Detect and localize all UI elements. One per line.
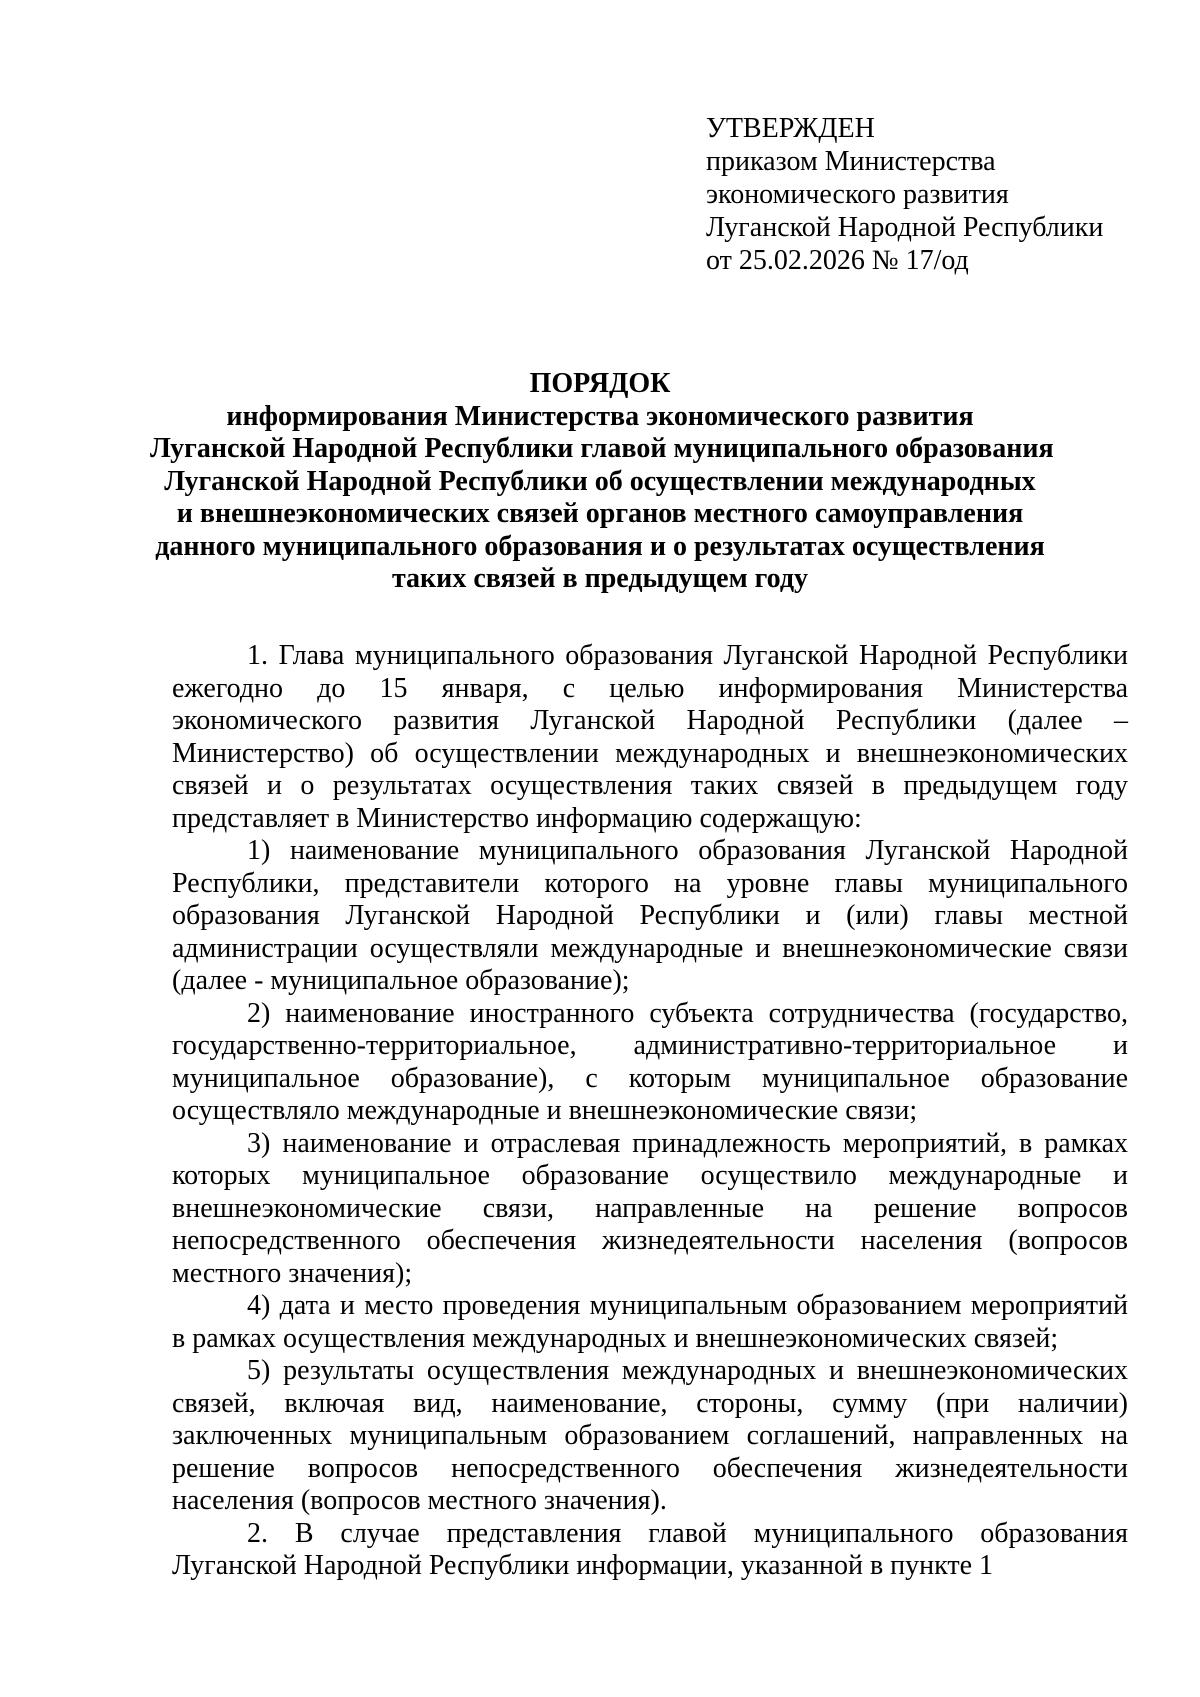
title-line: таких связей в предыдущем году xyxy=(391,563,809,594)
paragraph-1: 1. Глава муниципального образования Луганской Народной Республики ежегодно до 15 января, с целью информирования Министерства экономического развития Луганской Народной Республики (далее – Министерство) об осуществлении международных и внешнеэкономических связей и о результатах осуществления таких связей в предыдущем году представляет в Министерство информацию содержащую: xyxy=(172,640,1128,834)
document-title xyxy=(150,368,1054,596)
approval-line: экономического развития xyxy=(706,179,1009,210)
approval-line: Луганской Народной Республики xyxy=(706,212,1104,243)
list-item-4: 4) дата и место проведения муниципальным образованием мероприятий в рамках осуществления международных и внешнеэкономических связей; xyxy=(172,1290,1128,1354)
document-body xyxy=(172,640,1128,1583)
title-line: данного муниципального образования и о результатах осуществления xyxy=(155,530,1045,562)
title-line: Луганской Народной Республики главой муниципального образования xyxy=(150,433,1054,464)
paragraph-2: 2. В случае представления главой муниципального образования Луганской Народной Республики информации, указанной в пункте 1 xyxy=(172,1517,1128,1581)
title-line: Луганской Народной Республики об осуществлении международных xyxy=(164,465,1036,497)
list-item-3: 3) наименование и отраслевая принадлежность мероприятий, в рамках которых муниципальное образование осуществило международные и внешнеэкономические связи, направленные на решение вопросов непосредственного обеспечения жизнедеятельности населения (вопросов местного значения); xyxy=(172,1127,1128,1289)
approval-stamp-block xyxy=(706,112,1176,277)
document-heading: ПОРЯДОК xyxy=(529,368,671,399)
title-line: информирования Министерства экономического развития xyxy=(226,400,974,432)
list-item-5: 5) результаты осуществления международных и внешнеэкономических связей, включая вид, наименование, стороны, сумму (при наличии) заключенных муниципальным образованием соглашений, направленных на решение вопросов непосредственного обеспечения жизнедеятельности населения (вопросов местного значения). xyxy=(172,1355,1128,1516)
list-item-1: 1) наименование муниципального образования Луганской Народной Республики, представители которого на уровне главы муниципального образования Луганской Народной Республики и (или) главы местной администрации осуществляли международные и внешнеэкономические связи (далее - муниципальное образование); xyxy=(172,835,1128,996)
approval-line: УТВЕРЖДЕН xyxy=(706,113,875,144)
approval-line: приказом Министерства xyxy=(706,146,996,177)
title-line: и внешнеэкономических связей органов местного самоуправления xyxy=(176,498,1024,529)
approval-line: от 25.02.2026 № 17/од xyxy=(706,245,969,276)
list-item-2: 2) наименование иностранного субъекта сотрудничества (государство, государственно-территориальное, административно-территориальное и муниципальное образование), с которым муниципальное образование осуществляло международные и внешнеэкономические связи; xyxy=(172,997,1128,1126)
